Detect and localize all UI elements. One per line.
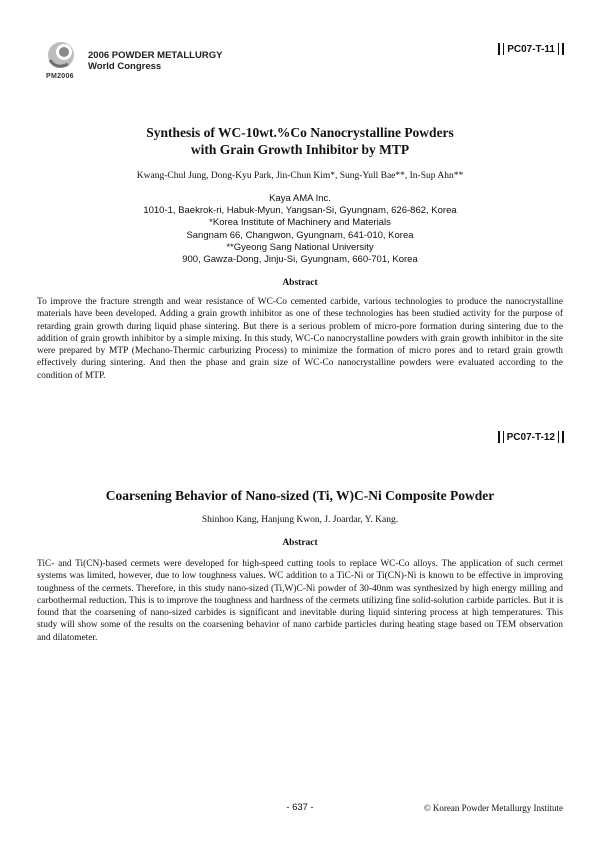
paper1-code-badge	[498, 43, 564, 55]
paper1-affiliations	[0, 193, 600, 266]
affiliation-line: *Korea Institute of Machinery and Materials	[209, 217, 391, 229]
paper1-title-line-1: Synthesis of WC-10wt.%Co Nanocrystalline Powders	[146, 125, 454, 140]
bar-left-thin-icon	[503, 43, 504, 55]
conference-line-1: 2006 POWDER METALLURGY	[88, 50, 223, 61]
paper2-code-badge	[498, 431, 564, 443]
copyright: © Korean Powder Metallurgy Institute	[423, 803, 563, 813]
paper1-code: PC07-T-11	[507, 43, 555, 55]
affiliation-line: Sangnam 66, Changwon, Gyungnam, 641-010, Korea	[186, 229, 414, 241]
paper1-abstract-heading: Abstract	[282, 278, 318, 288]
bar-left-thin-icon	[503, 431, 504, 443]
logo-label: PM2006	[46, 73, 74, 80]
page-number: - 637 -	[286, 802, 314, 813]
affiliation-line: 900, Gawza-Dong, Jinju-Si, Gyungnam, 660-701, Korea	[182, 254, 418, 266]
bar-right-thin-icon	[558, 43, 559, 55]
conference-line-2: World Congress	[88, 61, 162, 72]
paper2-abstract-heading: Abstract	[282, 538, 318, 548]
paper1-authors: Kwang-Chul Jung, Dong-Kyu Park, Jin-Chun Kim*, Sung-Yull Bae**, In-Sup Ahn**	[136, 171, 464, 181]
bar-right-icon	[562, 431, 564, 443]
conference-name	[88, 50, 222, 72]
bar-left-icon	[498, 43, 500, 55]
paper1-title-line-2: with Grain Growth Inhibitor by MTP	[190, 142, 410, 157]
paper2-abstract: TiC- and Ti(CN)-based cermets were developed for high-speed cutting tools to replace WC-Co alloys. The application of such cermet systems was limited, however, due to low toughness values. WC addition to a TiC-Ni or Ti(CN)-Ni is known to be effective in improving toughness of the cermets. Therefore, in this study nano-sized (Ti,W)C-Ni powder of 30-40nm was synthesized by high energy milling and carbothermal reduction. This is to improve the toughness and hardness of the cermets utilizing fine solid-solution carbide particles. But it is found that the coarsening of nano-sized carbides is significant and inevitable during liquid sintering process at high temperatures. This study will show some of the results on the coarsening behavior of nano carbide particles during heating stage based on TEM observation and dilatometer.	[37, 559, 563, 643]
affiliation-line: **Gyeong Sang National University	[226, 241, 374, 253]
bar-left-icon	[498, 431, 500, 443]
bar-right-thin-icon	[558, 431, 559, 443]
affiliation-line: 1010-1, Baekrok-ri, Habuk-Myun, Yangsan-Si, Gyungnam, 626-862, Korea	[143, 205, 457, 217]
paper2-authors: Shinhoo Kang, Hanjung Kwon, J. Joardar, Y. Kang.	[201, 515, 399, 525]
paper1-title	[0, 124, 600, 158]
affiliation-line: Kaya AMA Inc.	[269, 193, 331, 204]
paper2-title: Coarsening Behavior of Nano-sized (Ti, W)C-Ni Composite Powder	[105, 488, 495, 503]
paper1-abstract: To improve the fracture strength and wear resistance of WC-Co cemented carbide, various technologies to produce the nanocrystalline materials have been developed. Adding a grain growth inhibitor as one of these technologies has been studied activity for the purpose of retarding grain growth during liquid phase sintering. But there is a serious problem of micro-pore formation during sintering due to the addition of grain growth inhibitor by a simple mixing. In this study, WC-Co nanocrystalline powders with grain growth inhibitor in the site were prepared by MTP (Mechano-Thermic carburizing Process) to minimize the formation of micro pores and to retard grain growth effectively during sintering. And then the phase and grain size of WC-Co nanocrystalline powders were evaluated according to the condition of MTP.	[37, 297, 563, 381]
paper2-code: PC07-T-12	[506, 431, 555, 443]
bar-right-icon	[562, 43, 564, 55]
